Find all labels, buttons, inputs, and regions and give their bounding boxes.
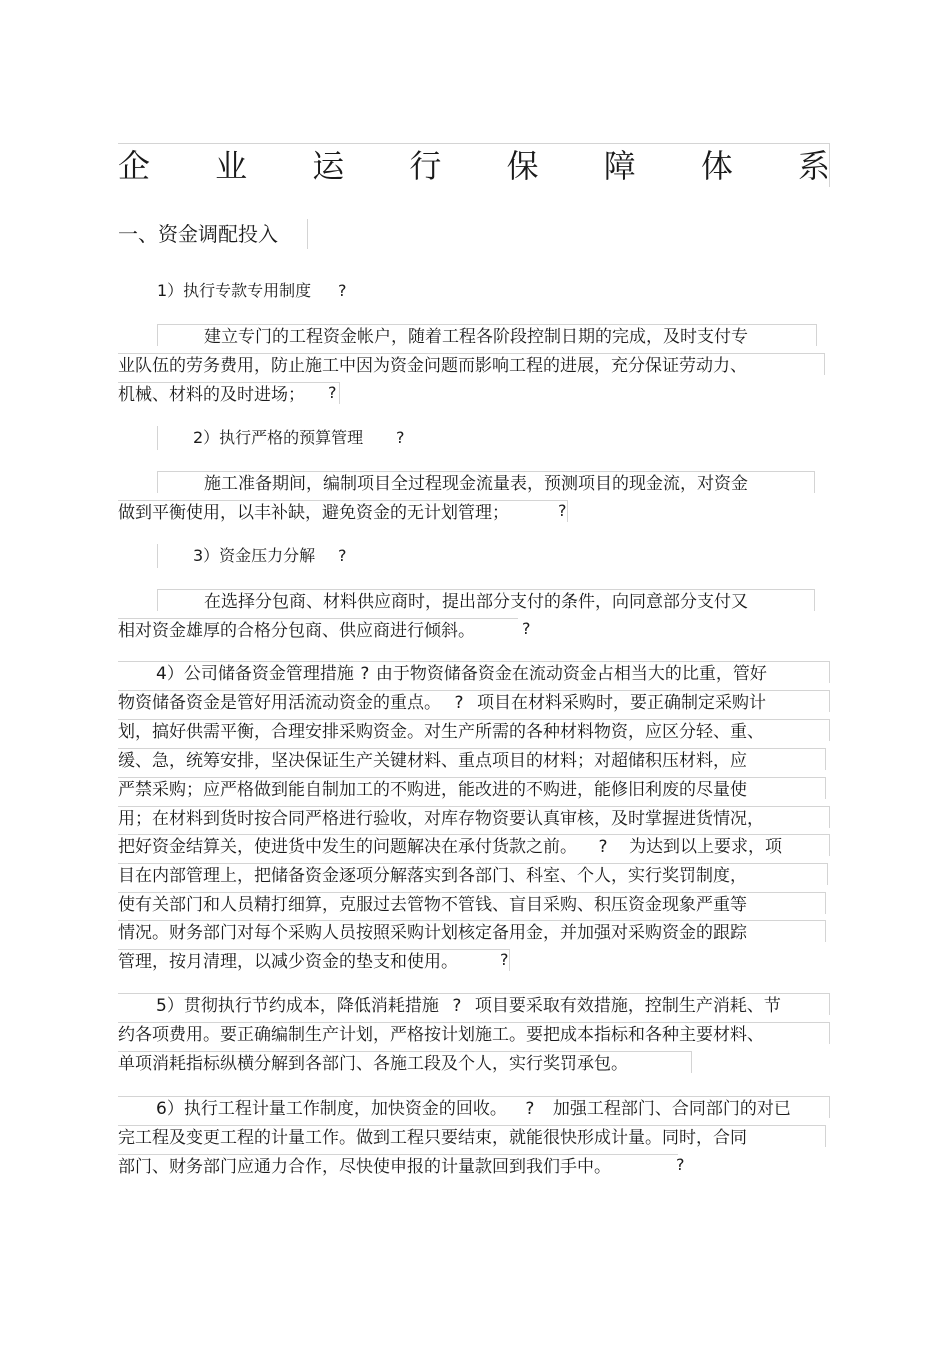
unknown-glyph: ? [328, 383, 337, 402]
paragraph-line: 用；在材料到货时按合同严格进行验收，对库存物资要认真审核，及时掌握进货情况， [118, 806, 830, 828]
paragraph-line [118, 993, 830, 1015]
item-heading-6: 6）执行工程计量工作制度，加快资金的回收。 [156, 1099, 507, 1119]
page-title [118, 146, 830, 186]
paragraph-line: 完工程及变更工程的计量工作。做到工程只要结束，就能很快形成计量。同时，合同 [118, 1125, 826, 1147]
divider [157, 544, 158, 568]
title-char: 系 [797, 147, 830, 185]
title-char: 障 [603, 147, 636, 185]
paragraph-line: 相对资金雄厚的合格分包商、供应商进行倾斜。 [118, 618, 518, 640]
title-char: 行 [409, 147, 442, 185]
title-char: 保 [506, 147, 539, 185]
title-char: 业 [215, 147, 248, 185]
unknown-glyph: ? [500, 950, 509, 969]
paragraph-line: 业队伍的劳务费用，防止施工中因为资金问题而影响工程的进展，充分保证劳动力、 [118, 353, 825, 375]
unknown-glyph: ? [558, 501, 567, 520]
title-frame [118, 143, 830, 187]
unknown-glyph: ? [522, 619, 531, 638]
paragraph-line: 建立专门的工程资金帐户，随着工程各阶段控制日期的完成，及时支付专 [157, 324, 817, 346]
title-char: 企 [118, 147, 151, 185]
unknown-glyph: ? [452, 996, 462, 1016]
item-heading-4: 4）公司储备资金管理措施 [156, 664, 354, 684]
line-text: 由于物资储备资金在流动资金占相当大的比重，管好 [375, 664, 767, 684]
paragraph-line: 缓、急，统筹安排，坚决保证生产关键材料、重点项目的材料；对超储积压材料，应 [118, 748, 826, 770]
paragraph-line: 情况。财务部门对每个采购人员按照采购计划核定备用金，并加强对采购资金的跟踪 [118, 920, 826, 942]
item-heading-2: 2）执行严格的预算管理 [193, 428, 364, 447]
line-text: 项目要采取有效措施，控制生产消耗、节 [474, 996, 781, 1016]
line-text: 物资储备资金是管好用活流动资金的重点。 [118, 693, 441, 713]
item-heading-1: 1）执行专款专用制度 [157, 281, 312, 300]
item-heading-3: 3）资金压力分解 [193, 546, 316, 565]
unknown-glyph: ? [338, 546, 347, 565]
paragraph-line: 机械、材料的及时进场； [118, 382, 340, 404]
paragraph-line: 约各项费用。要正确编制生产计划，严格按计划施工。要把成本指标和各种主要材料、 [118, 1022, 830, 1044]
paragraph-line: 做到平衡使用，以丰补缺，避免资金的无计划管理； [118, 500, 568, 522]
line-text: 把好资金结算关，使进货中发生的问题解决在承付货款之前。 [118, 837, 577, 857]
unknown-glyph: ? [360, 664, 370, 684]
item-heading-5: 5）贯彻执行节约成本，降低消耗措施 [156, 996, 439, 1016]
paragraph-line [118, 690, 830, 712]
line-text: 为达到以上要求，项 [629, 837, 782, 857]
paragraph-line: 划，搞好供需平衡，合理安排采购资金。对生产所需的各种材料物资，应区分轻、重、 [118, 719, 830, 741]
paragraph-line: 管理，按月清理，以减少资金的垫支和使用。 [118, 949, 510, 971]
title-char: 运 [312, 147, 345, 185]
title-char: 体 [700, 147, 733, 185]
line-text: 项目在材料采购时，要正确制定采购计 [477, 693, 766, 713]
paragraph-line [118, 661, 830, 683]
paragraph-line: 部门、财务部门应通力合作，尽快使申报的计量款回到我们手中。 [118, 1154, 678, 1176]
divider [157, 426, 158, 450]
paragraph-line: 施工准备期间，编制项目全过程现金流量表，预测项目的现金流，对资金 [157, 471, 815, 493]
paragraph-line [118, 834, 830, 856]
paragraph-line: 在选择分包商、材料供应商时，提出部分支付的条件，向同意部分支付又 [157, 589, 815, 611]
unknown-glyph: ? [454, 693, 464, 713]
unknown-glyph: ? [676, 1155, 685, 1174]
unknown-glyph: ? [598, 837, 608, 857]
paragraph-line: 严禁采购；应严格做到能自制加工的不购进，能改进的不购进，能修旧利废的尽量使 [118, 777, 826, 799]
paragraph-line: 单项消耗指标纵横分解到各部门、各施工段及个人，实行奖罚承包。 [118, 1051, 692, 1073]
paragraph-line: 使有关部门和人员精打细算，克服过去管物不管钱、盲目采购、积压资金现象严重等 [118, 892, 826, 914]
paragraph-line [118, 1096, 830, 1118]
line-text: 加强工程部门、合同部门的对已 [552, 1099, 791, 1119]
section-heading: 一、资金调配投入 [118, 219, 308, 249]
unknown-glyph: ? [396, 428, 405, 447]
paragraph-line: 目在内部管理上，把储备资金逐项分解落实到各部门、科室、个人，实行奖罚制度， [118, 863, 828, 885]
unknown-glyph: ? [338, 281, 347, 300]
unknown-glyph: ? [525, 1099, 535, 1119]
